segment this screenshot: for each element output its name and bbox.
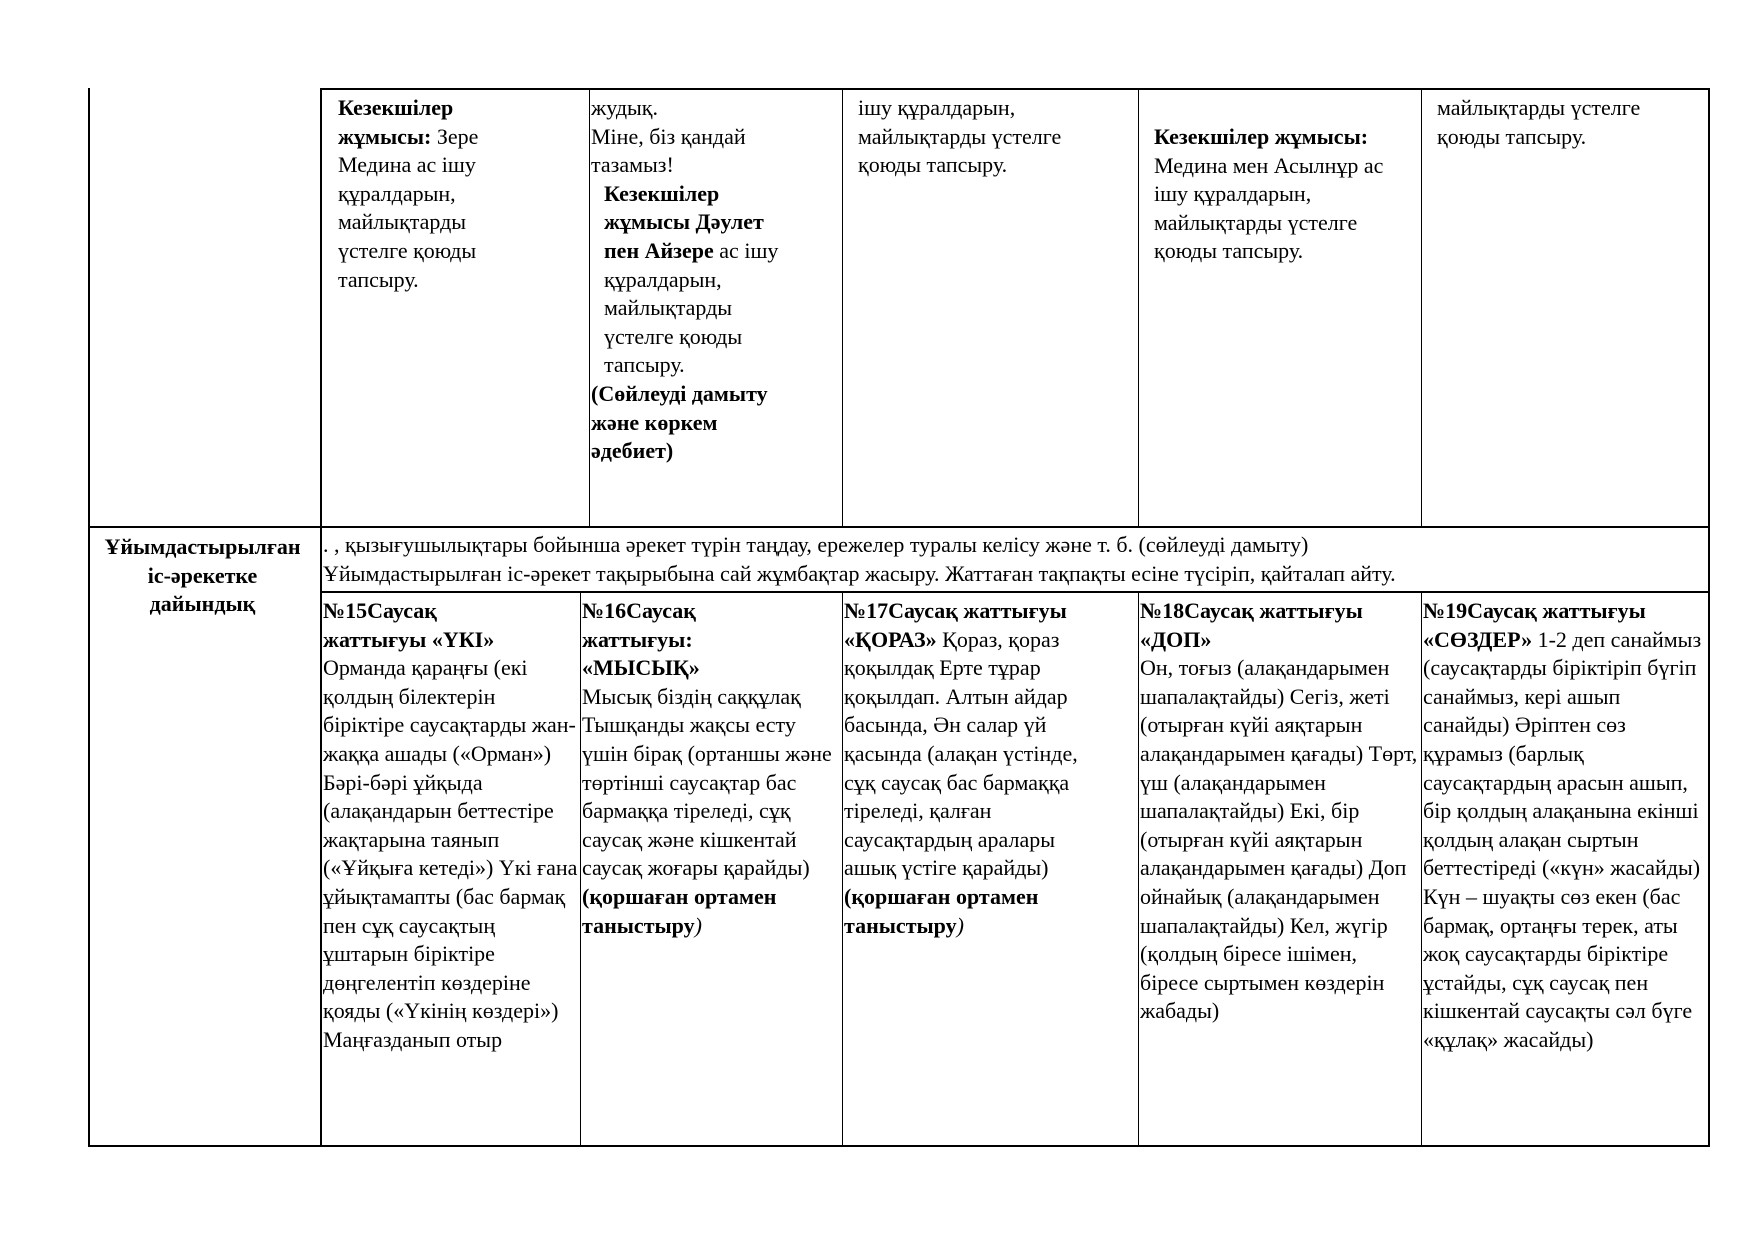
span-text: [323, 531, 1706, 591]
table-left-border: [88, 88, 90, 1147]
row1-cell-4: [858, 94, 1118, 194]
exercise-body: [844, 597, 1104, 883]
exercise-title: №18Саусақ жаттығуы «ДОП»: [1140, 598, 1363, 652]
row1-col-divider-2: [589, 88, 590, 527]
cell-line: жудық.: [591, 95, 658, 120]
row1-cell-6: [1437, 94, 1695, 194]
row2-col-divider-3: [842, 591, 843, 1146]
row2-col-divider-5: [1421, 591, 1422, 1146]
exercise-cell-17: [844, 597, 1136, 1143]
inner-row-divider: [320, 591, 1710, 593]
subject-paren: ): [956, 912, 964, 938]
row1-cell-5: [1154, 123, 1416, 283]
subject-note: [844, 883, 1084, 940]
row1-col-divider-5: [1421, 88, 1422, 527]
duty-label: Кезекшілер жұмысы:: [1154, 124, 1369, 149]
subject-note: (Сөйлеуді дамыту және көркем әдебиет): [591, 380, 768, 464]
duty-block: [591, 180, 804, 380]
table-right-border: [1708, 88, 1710, 1147]
row1-cell-3: [591, 94, 839, 524]
exercise-cell-16: [582, 597, 840, 1143]
row2-col-divider-2: [580, 591, 581, 1146]
col-divider-1: [320, 88, 322, 1147]
cell-line: Міне, біз қандай тазамыз!: [591, 123, 746, 178]
span-line: Ұйымдастырылған іс-әрекет тақырыбына сай жұмбақтар жасыру. Жаттаған тақпақты есіне түсіріп, қайталап айту.: [323, 560, 1396, 586]
exercise-title: №17Саусақ жаттығуы «ҚОРАЗ»: [844, 598, 1067, 652]
exercise-cell-19: [1423, 597, 1706, 1143]
exercise-text: Қораз, қораз қоқылдақ Ерте тұрар қоқылдап. Алтын айдар басында, Ән салар үй қасында (алақан үстінде, сұқ саусақ бас бармаққа тіреледі, қалған саусақтардың аралары ашық үстіге қарайды): [844, 626, 1078, 881]
cell-text: майлықтарды үстелге қоюды тапсыру.: [1437, 95, 1641, 149]
span-line: . , қызығушылықтары бойынша әрекет түрін таңдау, ережелер туралы келісу және т. б. (сөйлеуді дамыту): [323, 532, 1309, 557]
exercise-text: Орманда қараңғы (екі қолдың білектерін біріктіре саусақтарды жан-жаққа ашады («Орман») Бәрі-бәрі ұйқыда (алақандарын беттестіре жақтарына таянып («Ұйқыға кетеді») Үкі ғана ұйықтамапты (бас бармақ пен сұқ саусақтың ұштарын біріктіре дөңгелентіп көздеріне қояды («Үкінің көздері») Маңғазданып отыр: [323, 655, 578, 1052]
row1-col-divider-3: [842, 88, 843, 527]
duty-label: Кезекшілер жұмысы:: [338, 95, 454, 149]
exercise-text: Мысық біздің саққұлақ Тышқанды жақсы есту үшін бірақ (ортаншы және төртінші саусақтар бас бармаққа тіреледі, сұқ саусақ және кішкентай саусақ жоғары қарайды): [582, 683, 832, 881]
exercise-body: [1423, 597, 1706, 1055]
exercise-text: Он, тоғыз (алақандарымен шапалақтайды) Сегіз, жеті (отырған күйі аяқтарын алақандарымен қағады) Төрт, үш (алақандарымен шапалақтайды) Екі, бір (отырған күйі аяқтарын алақандарымен қағады) Доп ойнайық (алақандарымен шапалақтайды) Кел, жүгір (қолдың біресе ішімен, біресе сыртымен көздерін жабады): [1140, 655, 1418, 1024]
duty-text: Медина мен Асылнұр ас ішу құралдарын, майлықтарды үстелге қоюды тапсыру.: [1154, 152, 1384, 264]
section-heading: Ұйымдастырылған іс-әрекетке дайындық: [104, 534, 301, 617]
subject-paren: ): [694, 912, 702, 938]
exercise-title: №16Саусақ жаттығуы: «МЫСЫҚ»: [582, 598, 700, 681]
row1-cell-2: [338, 94, 518, 294]
duty-label: Кезекшілер жұмысы Дәулет пен Айзере: [604, 180, 764, 263]
cell-text: ішу құралдарын, майлықтарды үстелге қоюды тапсыру.: [858, 95, 1062, 178]
exercise-title: №15Саусақ жаттығуы «ҮКІ»: [323, 598, 495, 652]
table-bottom-border: [88, 1145, 1710, 1147]
subject-label: (қоршаған ортамен таныстыру: [582, 883, 777, 938]
row1-col-divider-4: [1138, 88, 1139, 527]
row1-top-border: [320, 88, 1710, 90]
exercise-text: 1-2 деп санаймыз (саусақтарды біріктіріп бүгіп санаймыз, кері ашып санайды) Әріптен сөз құрамыз (барлық саусақтардың арасын ашып, бір қолдың алақанына екінші қолдың алақан сыртын беттестіреді («күн» жасайды) Күн – шуақты сөз екен (бас бармақ, ортаңғы терек, аты жоқ саусақтарды біріктіре ұстайды, сұқ саусақ пен кішкентай саусақты сәл бүге «құлақ» жасайды): [1423, 626, 1702, 1052]
duty-text: Зере Медина ас ішу құралдарын, майлықтарды үстелге қоюды тапсыру.: [338, 123, 479, 292]
subject-note: [582, 883, 812, 940]
exercise-cell-18: [1140, 597, 1420, 1143]
duty-text: ас ішу құралдарын, майлықтарды үстелге қоюды тапсыру.: [604, 237, 779, 378]
subject-label: (қоршаған ортамен таныстыру: [844, 883, 1039, 938]
exercise-title: №19Саусақ жаттығуы «СӨЗДЕР»: [1423, 598, 1646, 652]
row2-col-divider-4: [1138, 591, 1139, 1146]
row-divider: [88, 526, 1710, 528]
exercise-cell-15: [323, 597, 579, 1143]
